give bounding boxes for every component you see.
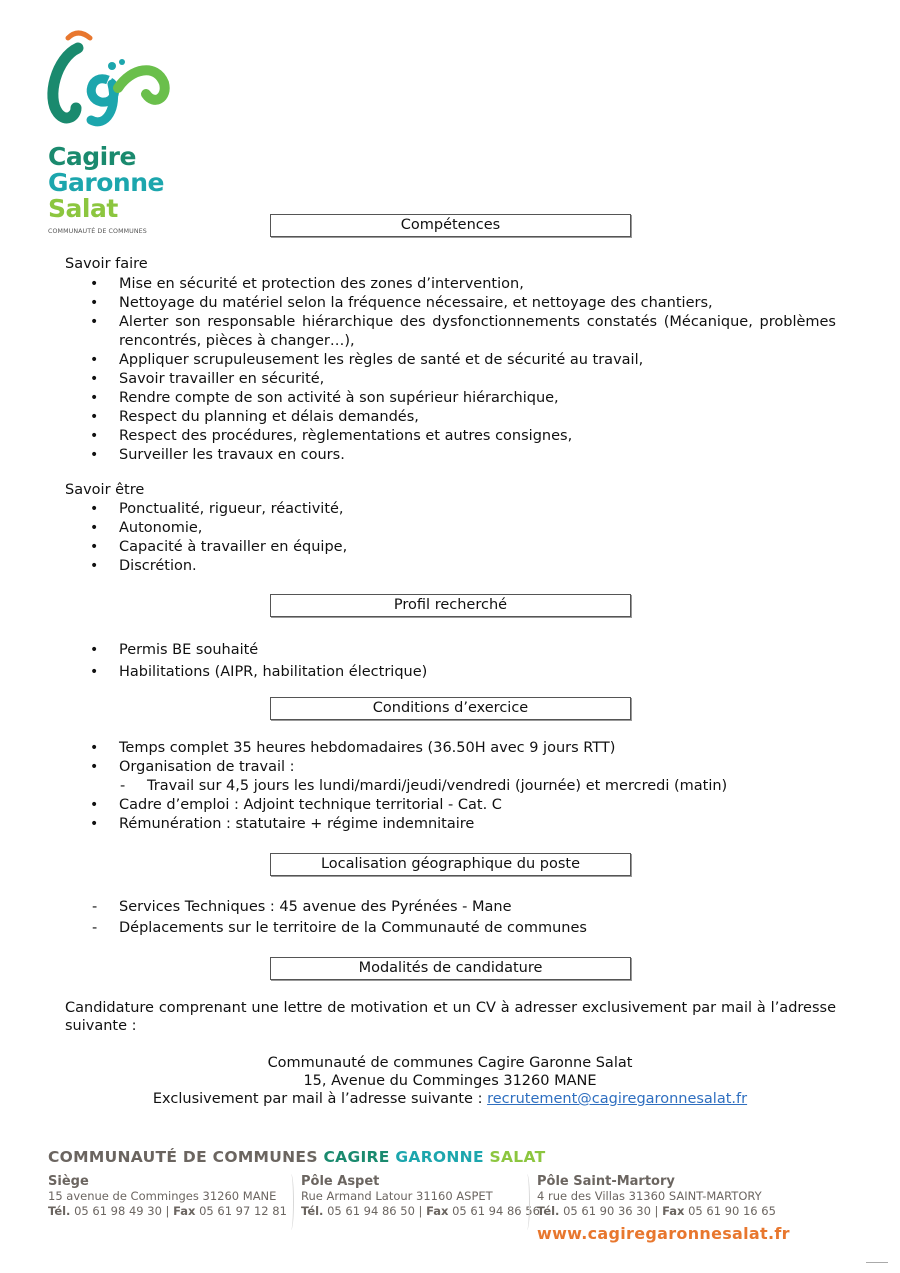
- letterhead-footer: [48, 1148, 790, 1243]
- list-item: • Nettoyage du matériel selon la fréquence nécessaire, et nettoyage des chantiers,: [90, 294, 836, 313]
- heading-savoir-etre: Savoir être: [65, 482, 145, 498]
- logo-word-garonne: Garonne: [48, 168, 164, 197]
- application-address: [0, 1054, 900, 1108]
- profil-list: [90, 639, 836, 683]
- section-title-modalites: Modalités de candidature: [270, 957, 631, 980]
- email-prefix: Exclusivement par mail à l’adresse suivante :: [152, 1091, 488, 1107]
- logo-word-salat: Salat: [48, 194, 118, 223]
- list-subitem: - Travail sur 4,5 jours les lundi/mardi/jeudi/vendredi (journée) et mercredi (matin): [90, 777, 836, 796]
- list-item: • Mise en sécurité et protection des zones d’intervention,: [90, 275, 836, 294]
- list-item: • Organisation de travail :: [90, 758, 836, 777]
- list-item: • Discrétion.: [90, 557, 836, 576]
- logo-subtitle: COMMUNAUTÉ DE COMMUNES: [48, 228, 147, 235]
- list-item: • Respect des procédures, règlementations et autres consignes,: [90, 427, 836, 446]
- footer-office-siege: Siège 15 avenue de Comminges 31260 MANE Tél. 05 61 98 49 30 | Fax 05 61 97 12 81: [48, 1174, 287, 1218]
- email-line: [0, 1090, 900, 1108]
- section-title-competences: Compétences: [270, 214, 631, 237]
- address-line-1: Communauté de communes Cagire Garonne Salat: [267, 1055, 633, 1071]
- email-link[interactable]: recrutement@cagiregaronnesalat.fr: [487, 1091, 748, 1107]
- savoir-faire-list: [90, 275, 836, 465]
- localisation-list: [90, 897, 836, 939]
- savoir-etre-list: [90, 500, 836, 576]
- list-item: • Savoir travailler en sécurité,: [90, 370, 836, 389]
- application-paragraph: Candidature comprenant une lettre de motivation et un CV à adresser exclusivement par mail à l’adresse suivante :: [65, 1000, 836, 1034]
- logo-word-cagire: Cagire: [48, 142, 136, 171]
- heading-savoir-faire: Savoir faire: [65, 256, 148, 272]
- logo-mark-icon: [46, 28, 171, 146]
- list-item: • Permis BE souhaité: [90, 639, 836, 661]
- footer-divider: [524, 1174, 530, 1230]
- list-item: • Autonomie,: [90, 519, 836, 538]
- section-title-conditions: Conditions d’exercice: [270, 697, 631, 720]
- list-item: - Déplacements sur le territoire de la Communauté de communes: [90, 918, 836, 939]
- page-mark: [866, 1262, 888, 1263]
- footer-office-saint-martory: Pôle Saint-Martory 4 rue des Villas 31360 SAINT-MARTORY Tél. 05 61 90 36 30 | Fax 05 61 90 16 65: [537, 1174, 776, 1218]
- list-item: • Respect du planning et délais demandés,: [90, 408, 836, 427]
- footer-title: COMMUNAUTÉ DE COMMUNES CAGIRE GARONNE SALAT: [48, 1148, 546, 1166]
- list-item: - Services Techniques : 45 avenue des Pyrénées - Mane: [90, 897, 836, 918]
- list-item: • Alerter son responsable hiérarchique des dysfonctionnements constatés (Mécanique, problèmes rencontrés, pièces à changer…),: [90, 313, 836, 351]
- list-item: • Rémunération : statutaire + régime indemnitaire: [90, 815, 836, 834]
- list-item: • Surveiller les travaux en cours.: [90, 446, 836, 465]
- section-title-localisation: Localisation géographique du poste: [270, 853, 631, 876]
- footer-website-link[interactable]: www.cagiregaronnesalat.fr: [537, 1224, 790, 1243]
- section-title-profil: Profil recherché: [270, 594, 631, 617]
- conditions-list: [90, 739, 836, 834]
- list-item: • Ponctualité, rigueur, réactivité,: [90, 500, 836, 519]
- list-item: • Capacité à travailler en équipe,: [90, 538, 836, 557]
- footer-office-aspet: Pôle Aspet Rue Armand Latour 31160 ASPET Tél. 05 61 94 86 50 | Fax 05 61 94 86 56: [301, 1174, 540, 1218]
- organization-logo: [46, 28, 176, 240]
- list-item: • Appliquer scrupuleusement les règles de santé et de sécurité au travail,: [90, 351, 836, 370]
- list-item: • Rendre compte de son activité à son supérieur hiérarchique,: [90, 389, 836, 408]
- list-item: • Cadre d’emploi : Adjoint technique territorial - Cat. C: [90, 796, 836, 815]
- list-item: • Temps complet 35 heures hebdomadaires (36.50H avec 9 jours RTT): [90, 739, 836, 758]
- address-line-2: 15, Avenue du Comminges 31260 MANE: [303, 1073, 597, 1089]
- footer-divider: [288, 1174, 294, 1230]
- list-item: • Habilitations (AIPR, habilitation électrique): [90, 661, 836, 683]
